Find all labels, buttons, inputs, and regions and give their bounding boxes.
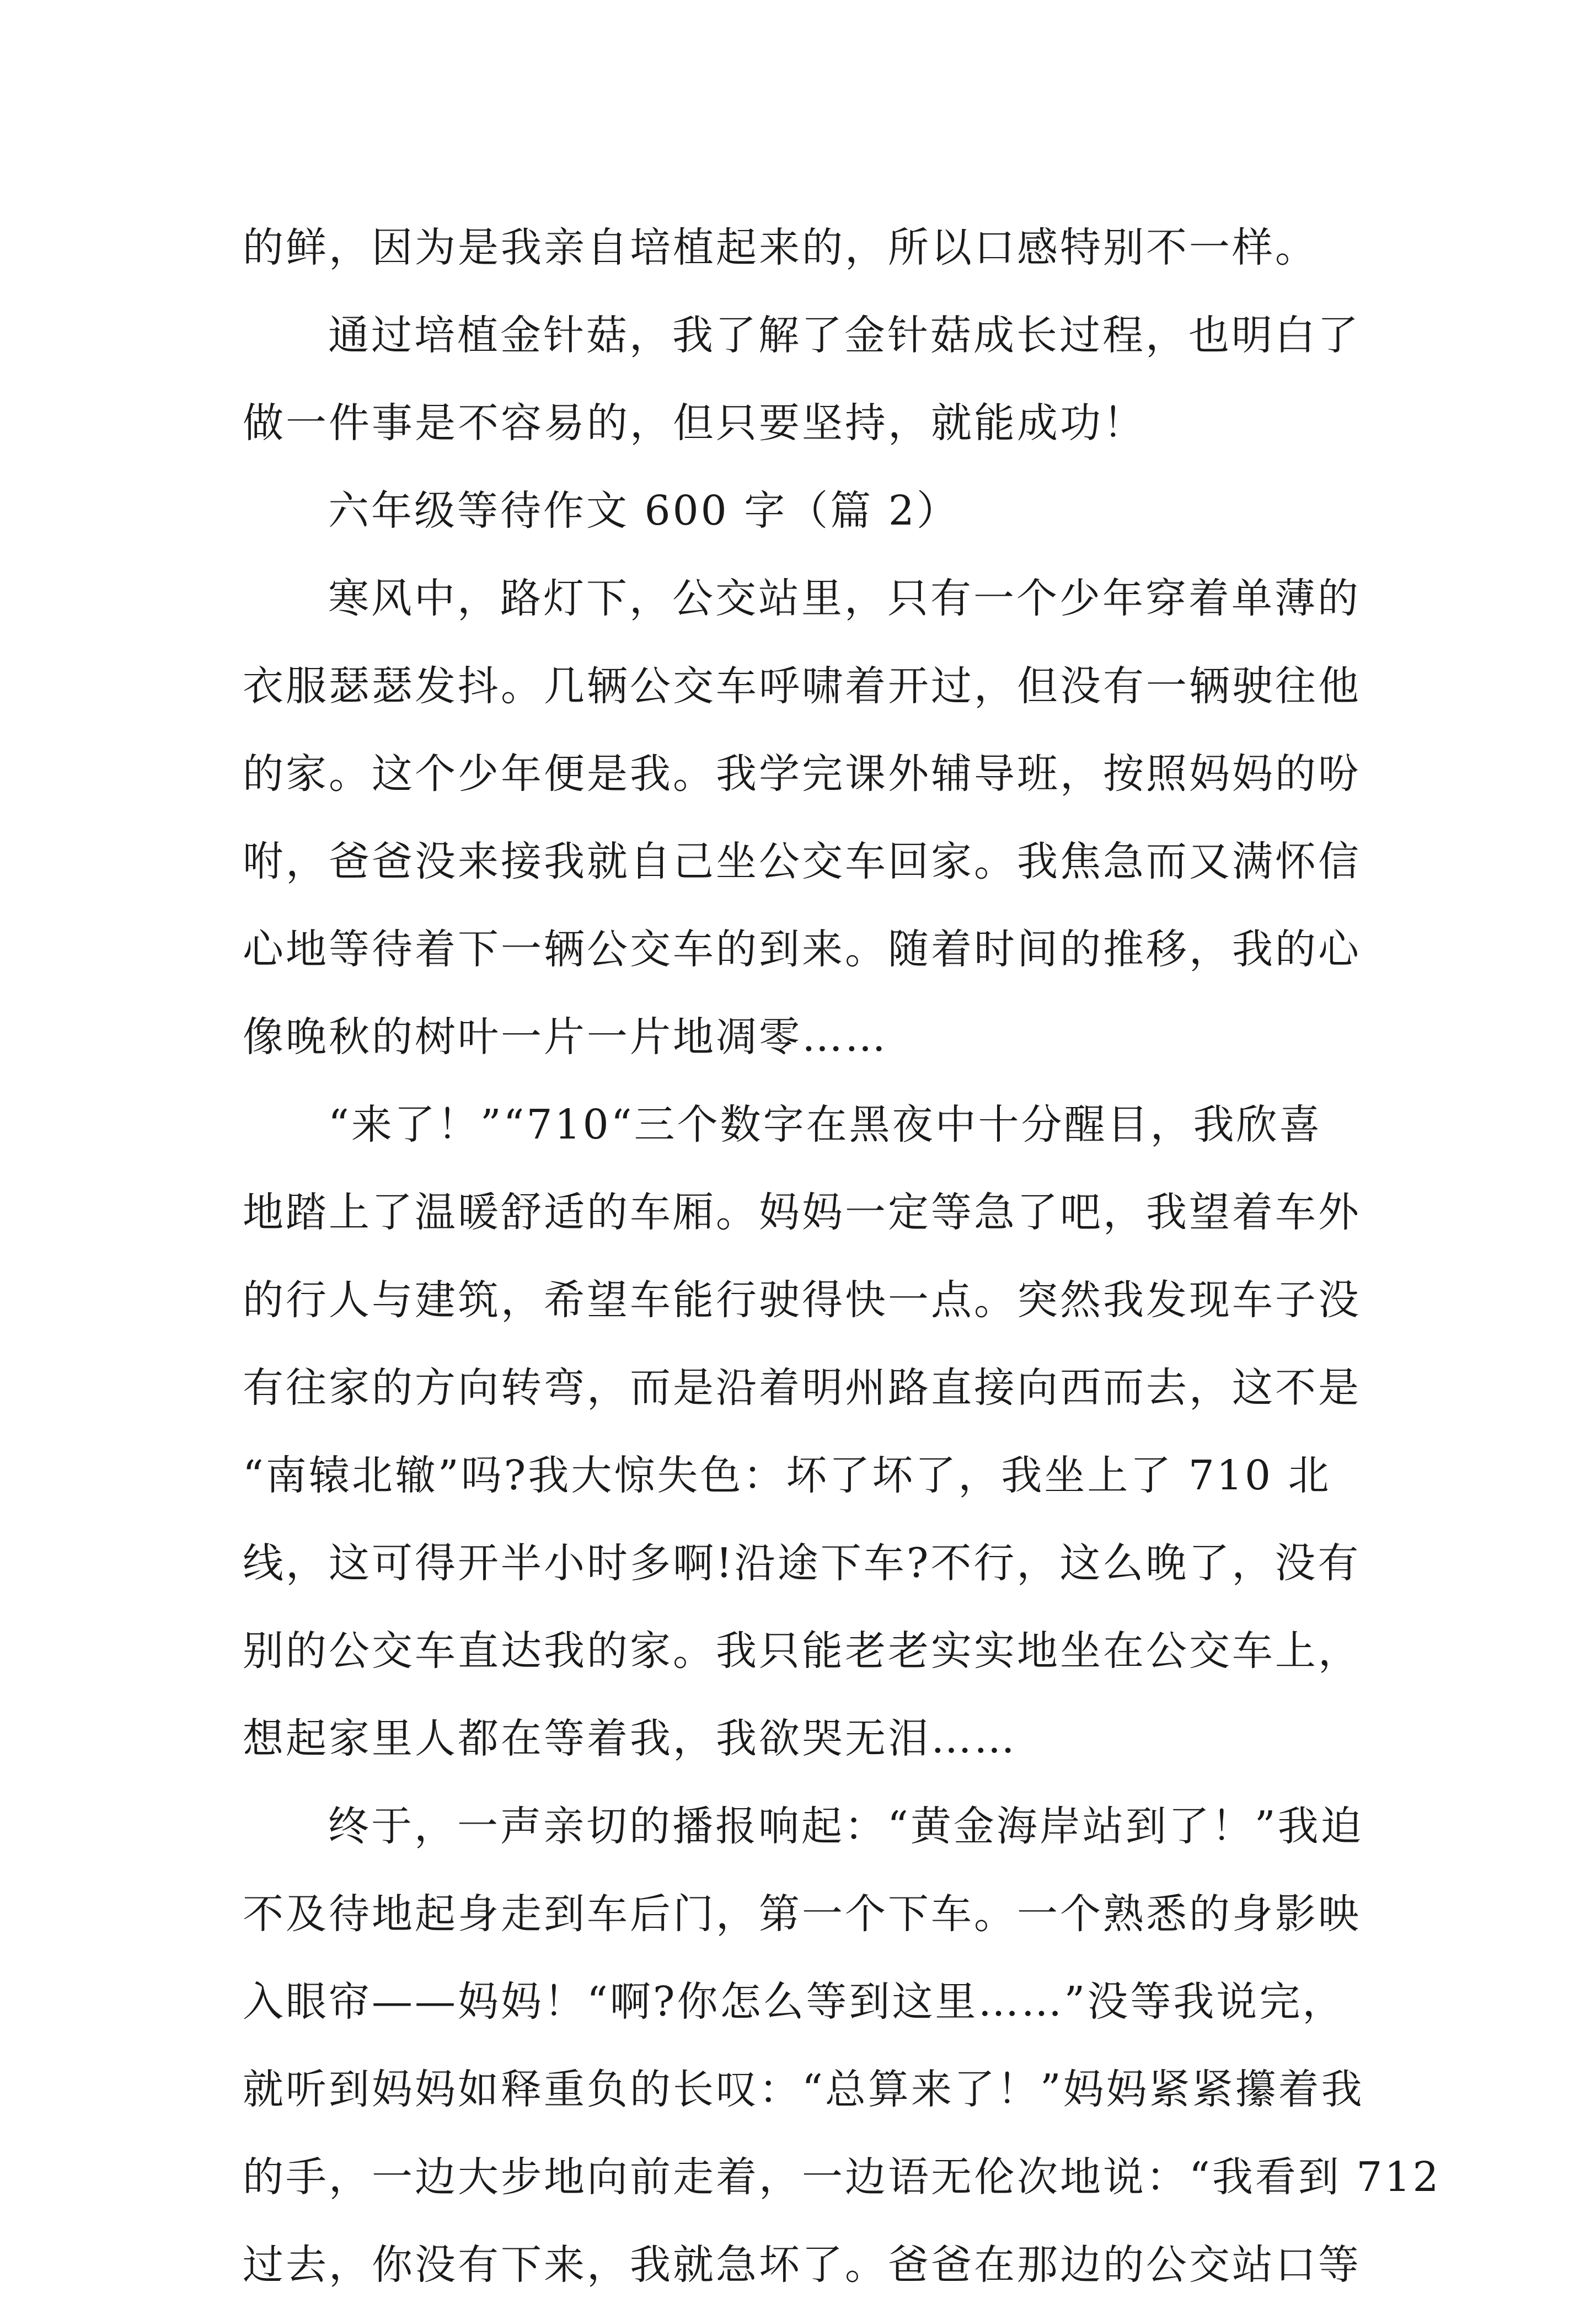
text-line: 的行人与建筑，希望车能行驶得快一点。突然我发现车子没: [243, 1276, 1361, 1324]
text-line: 想起家里人都在等着我，我欲哭无泪……: [243, 1715, 1017, 1762]
text-line: 的鲜，因为是我亲自培植起来的，所以口感特别不一样。: [243, 224, 1318, 271]
text-line: 终于，一声亲切的播报响起：“黄金海岸站到了！”我迫: [328, 1803, 1364, 1850]
text-line: 线，这可得开半小时多啊!沿途下车?不行，这么晚了，没有: [243, 1540, 1361, 1587]
text-line: 衣服瑟瑟发抖。几辆公交车呼啸着开过，但没有一辆驶往他: [243, 662, 1361, 710]
text-line: 做一件事是不容易的，但只要坚持，就能成功！: [243, 399, 1146, 447]
text-line: 地踏上了温暖舒适的车厢。妈妈一定等急了吧，我望着车外: [243, 1189, 1361, 1236]
text-line: 通过培植金针菇，我了解了金针菇成长过程，也明白了: [328, 312, 1361, 359]
text-line: 心地等待着下一辆公交车的到来。随着时间的推移，我的心: [243, 926, 1361, 973]
text-line: 别的公交车直达我的家。我只能老老实实地坐在公交车上，: [243, 1627, 1361, 1675]
text-line: “南辕北辙”吗?我大惊失色：坏了坏了，我坐上了 710 北: [243, 1452, 1331, 1499]
text-line: 就听到妈妈如释重负的长叹：“总算来了！”妈妈紧紧攥着我: [243, 2066, 1364, 2113]
document-page: [243, 204, 1441, 2309]
text-line: 不及待地起身走到车后门，第一个下车。一个熟悉的身影映: [243, 1890, 1361, 1938]
text-line: 像晚秋的树叶一片一片地凋零……: [243, 1013, 888, 1061]
text-line: 寒风中，路灯下，公交站里，只有一个少年穿着单薄的: [328, 575, 1361, 622]
text-line: “来了！”“710“三个数字在黑夜中十分醒目，我欣喜: [328, 1101, 1322, 1148]
text-line: 咐，爸爸没来接我就自己坐公交车回家。我焦急而又满怀信: [243, 838, 1361, 885]
text-line: 的家。这个少年便是我。我学完课外辅导班，按照妈妈的吩: [243, 750, 1361, 798]
text-line: 入眼帘——妈妈！“啊?你怎么等到这里……”没等我说完，: [243, 1978, 1346, 2025]
text-line: 的手，一边大步地向前走着，一边语无伦次地说：“我看到 712: [243, 2153, 1441, 2201]
text-line: 有往家的方向转弯，而是沿着明州路直接向西而去，这不是: [243, 1364, 1361, 1412]
section-heading: 六年级等待作文 600 字（篇 2）: [328, 487, 960, 535]
text-line: 过去，你没有下来，我就急坏了。爸爸在那边的公交站口等: [243, 2241, 1361, 2289]
